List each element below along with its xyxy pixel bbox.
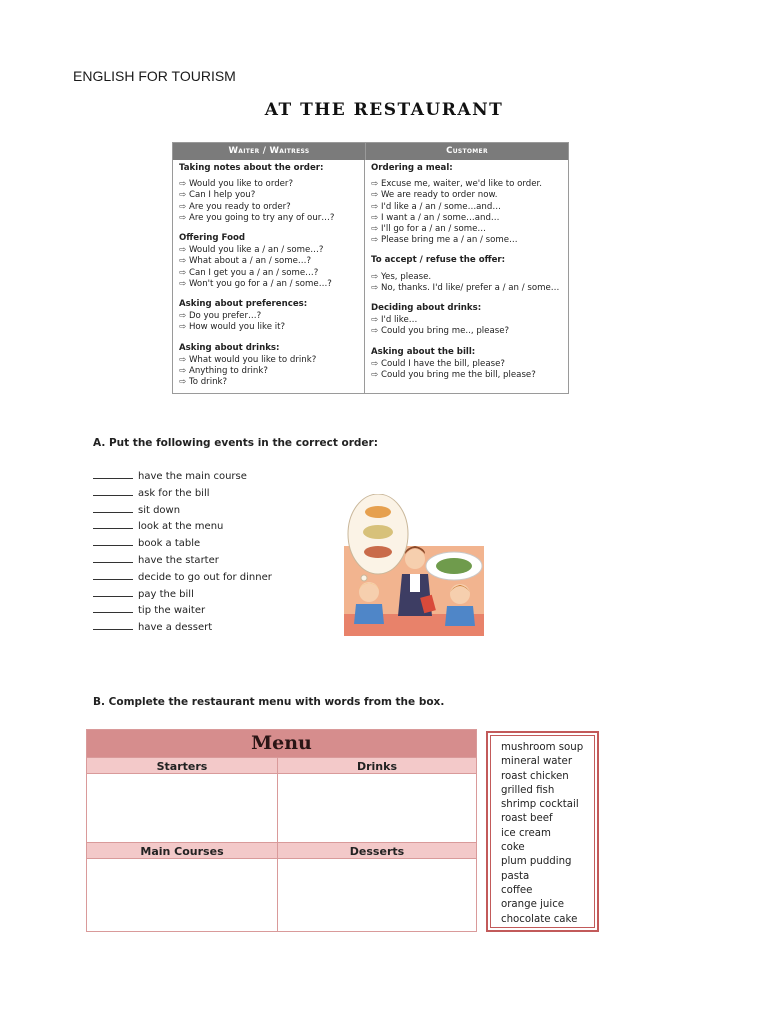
answer-blank[interactable] — [93, 502, 133, 513]
section-a-heading: A. Put the following events in the correct order: — [93, 437, 378, 449]
event-label: have the starter — [138, 554, 219, 566]
phrase-item: ⇨ Can I help you? — [179, 190, 358, 201]
phrase-item: ⇨ What would you like to drink? — [179, 355, 358, 366]
section-heading: Asking about the bill: — [371, 346, 476, 357]
phrase-section — [371, 255, 562, 294]
word-item: coffee — [501, 884, 533, 896]
word-item: coke — [501, 842, 525, 854]
event-item — [93, 485, 272, 502]
phrase-section — [179, 299, 358, 334]
waiter-column — [173, 160, 365, 393]
event-label: look at the menu — [138, 521, 224, 533]
phrase-item: ⇨ Won't you go for a / an / some…? — [179, 279, 358, 290]
answer-blank[interactable] — [93, 518, 133, 529]
customer-body — [354, 604, 384, 624]
course-title: ENGLISH FOR TOURISM — [73, 68, 236, 84]
customer-head — [450, 584, 470, 604]
starters-answer-area[interactable] — [87, 774, 277, 842]
phrase-section — [179, 233, 358, 290]
section-b-heading: B. Complete the restaurant menu with words from the box. — [93, 696, 445, 708]
event-label: have a dessert — [138, 622, 213, 634]
section-heading: Deciding about drinks: — [371, 303, 482, 314]
word-item: plum pudding — [501, 856, 572, 868]
phrase-section — [371, 303, 562, 338]
word-item: roast beef — [501, 813, 553, 825]
event-label: ask for the bill — [138, 487, 210, 499]
phrase-item: ⇨ Anything to drink? — [179, 366, 358, 377]
event-label: decide to go out for dinner — [138, 571, 272, 583]
menu-grid — [86, 729, 477, 932]
section-heading: Asking about drinks: — [179, 342, 280, 353]
answer-blank[interactable] — [93, 552, 133, 563]
phrase-item: ⇨ Would you like a / an / some…? — [179, 245, 358, 256]
phrase-item: ⇨ Could you bring me.., please? — [371, 326, 562, 337]
customer-column — [365, 160, 568, 393]
phrase-item: ⇨ Do you prefer…? — [179, 311, 358, 322]
phrase-table — [172, 142, 569, 394]
event-item — [93, 586, 272, 603]
word-box — [486, 731, 599, 932]
phrase-item: ⇨ Can I get you a / an / some…? — [179, 268, 358, 279]
event-label: pay the bill — [138, 588, 194, 600]
events-list — [93, 468, 272, 636]
section-heading: Taking notes about the order: — [179, 163, 324, 173]
answer-blank[interactable] — [93, 468, 133, 479]
section-heading: To accept / refuse the offer: — [371, 255, 506, 266]
waiter-head — [405, 549, 425, 569]
phrase-item: ⇨ Are you going to try any of our…? — [179, 213, 358, 224]
drinks-header: Drinks — [278, 757, 476, 774]
section-heading: Ordering a meal: — [371, 163, 453, 173]
customer-column-header: Customer — [366, 143, 568, 160]
answer-blank[interactable] — [93, 535, 133, 546]
phrase-item: ⇨ Please bring me a / an / some… — [371, 235, 562, 246]
restaurant-illustration — [344, 494, 484, 636]
dish-icon — [365, 506, 391, 518]
page-title: AT THE RESTAURANT — [264, 100, 504, 120]
phrase-item: ⇨ I'd like… — [371, 315, 562, 326]
bubble-dot — [361, 575, 367, 581]
word-item: chocolate cake — [501, 913, 578, 925]
event-item — [93, 602, 272, 619]
event-label: book a table — [138, 538, 201, 550]
phrase-item: ⇨ Could you bring me the bill, please? — [371, 370, 562, 381]
phrase-section — [179, 343, 358, 389]
phrase-item: ⇨ Are you ready to order? — [179, 202, 358, 213]
answer-blank[interactable] — [93, 485, 133, 496]
word-item: pasta — [501, 870, 530, 882]
phrase-item: ⇨ Could I have the bill, please? — [371, 359, 562, 370]
starters-header: Starters — [87, 757, 277, 774]
word-item: shrimp cocktail — [501, 799, 579, 811]
answer-blank[interactable] — [93, 619, 133, 630]
menu-title: Menu — [87, 730, 476, 757]
event-item — [93, 518, 272, 535]
phrase-item: ⇨ Excuse me, waiter, we'd like to order. — [371, 179, 562, 190]
phrase-item: ⇨ What about a / an / some…? — [179, 256, 358, 267]
answer-blank[interactable] — [93, 602, 133, 613]
phrase-item: ⇨ To drink? — [179, 377, 358, 388]
customer-head — [359, 582, 379, 602]
waiter-shirt — [410, 574, 420, 592]
word-item: mineral water — [501, 756, 573, 768]
menu-divider — [277, 757, 278, 932]
desserts-header: Desserts — [278, 842, 476, 859]
section-heading: Asking about preferences: — [179, 299, 308, 310]
word-item: grilled fish — [501, 784, 555, 796]
phrase-item: ⇨ We are ready to order now. — [371, 190, 562, 201]
event-label: tip the waiter — [138, 605, 206, 617]
phrase-item: ⇨ No, thanks. I'd like/ prefer a / an / some… — [371, 283, 562, 294]
word-item: orange juice — [501, 899, 565, 911]
event-item — [93, 619, 272, 636]
food-icon — [436, 558, 472, 574]
event-item — [93, 552, 272, 569]
event-item — [93, 502, 272, 519]
word-item: roast chicken — [501, 770, 569, 782]
phrase-section — [179, 163, 358, 224]
customer-body — [445, 606, 475, 626]
drinks-answer-area[interactable] — [278, 774, 476, 842]
section-heading: Offering Food — [179, 233, 246, 244]
waiter-column-header: Waiter / Waitress — [173, 143, 366, 160]
event-item — [93, 535, 272, 552]
phrase-item: ⇨ Would you like to order? — [179, 179, 358, 190]
word-item: ice cream — [501, 827, 551, 839]
main-courses-answer-area[interactable] — [87, 859, 277, 931]
answer-blank[interactable] — [93, 569, 133, 580]
event-item — [93, 569, 272, 586]
desserts-answer-area[interactable] — [278, 859, 476, 931]
word-item: mushroom soup — [501, 742, 584, 753]
main-courses-header: Main Courses — [87, 842, 277, 859]
event-label: have the main course — [138, 471, 247, 482]
phrase-item: ⇨ How would you like it? — [179, 322, 358, 333]
event-item — [93, 468, 272, 485]
phrase-item: ⇨ I'd like a / an / some…and… — [371, 202, 562, 213]
phrase-item: ⇨ I'll go for a / an / some… — [371, 224, 562, 235]
phrase-section — [371, 347, 562, 382]
phrase-section — [371, 163, 562, 246]
dish-icon — [363, 525, 393, 539]
phrase-item: ⇨ Yes, please. — [371, 272, 562, 283]
event-label: sit down — [138, 504, 181, 516]
answer-blank[interactable] — [93, 586, 133, 597]
dish-icon — [364, 546, 392, 558]
phrase-item: ⇨ I want a / an / some…and… — [371, 213, 562, 224]
